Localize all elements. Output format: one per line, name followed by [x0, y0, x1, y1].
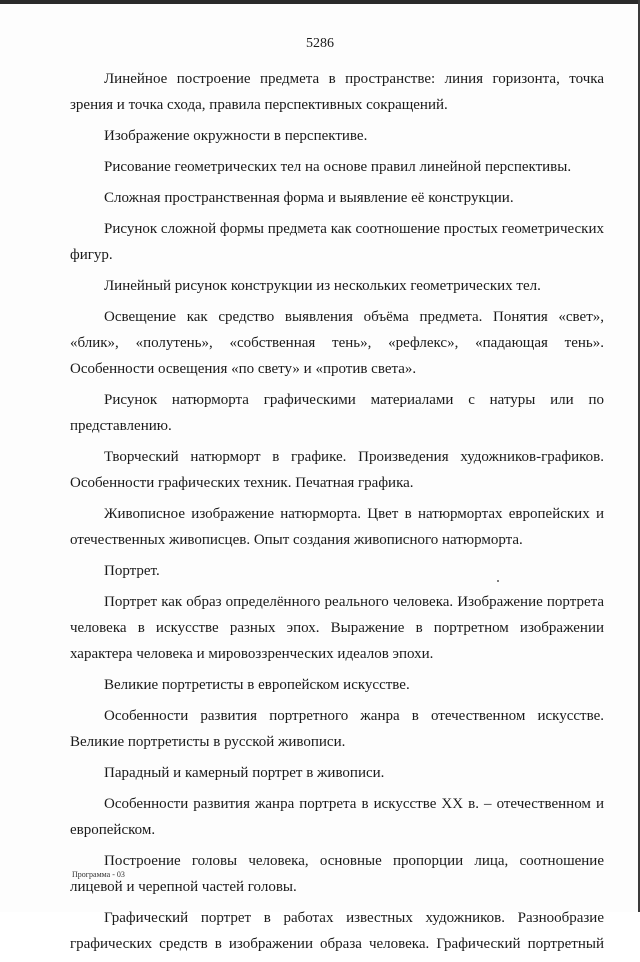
scan-edge-top — [0, 0, 640, 4]
paragraph-graphic-portrait: Графический портрет в работах известных художников. Разнообразие графических средств в изображении образа человека. Графический портретный — [70, 910, 604, 952]
paragraph-complex-drawing: Рисунок сложной формы предмета как соотношение простых геометрических фигур. — [70, 221, 604, 263]
body-text — [70, 66, 604, 962]
paragraph-creative-still-life: Творческий натюрморт в графике. Произведения художников-графиков. Особенности графических техник. Печатная графика. — [70, 449, 604, 491]
paragraph-still-life-drawing: Рисунок натюрморта графическими материалами с натуры или по представлению. — [70, 392, 604, 434]
paragraph-portrait-heading: Портрет. — [104, 563, 160, 579]
paragraph-formal-portrait: Парадный и камерный портрет в живописи. — [104, 765, 385, 781]
paragraph-complex-form: Сложная пространственная форма и выявление её конструкции. — [104, 190, 514, 206]
page-number: 5286 — [306, 36, 334, 51]
paragraph-geometric-bodies: Рисование геометрических тел на основе правил линейной перспективы. — [104, 159, 572, 175]
paragraph-portrait-image: Портрет как образ определённого реального человека. Изображение портрета человека в искусстве разных эпох. Выражение в портретном изображении характера человека и мировоззренческих идеалов эпохи. — [70, 594, 604, 662]
footer-program-label: Программа - 03 — [72, 870, 125, 879]
paragraph-xx-century-portrait: Особенности развития жанра портрета в искусстве XX в. – отечественном и европейском. — [70, 796, 604, 838]
paragraph-great-portraitists: Великие портретисты в европейском искусстве. — [104, 677, 410, 693]
paragraph-head-construction: Построение головы человека, основные пропорции лица, соотношение лицевой и черепной частей головы. — [70, 853, 604, 895]
paragraph-painted-still-life: Живописное изображение натюрморта. Цвет в натюрмортах европейских и отечественных живописцев. Опыт создания живописного натюрморта. — [70, 506, 604, 548]
paragraph-domestic-portrait: Особенности развития портретного жанра в отечественном искусстве. Великие портретисты в русской живописи. — [70, 708, 604, 750]
paragraph-lighting: Освещение как средство выявления объёма предмета. Понятия «свет», «блик», «полутень», «собственная тень», «рефлекс», «падающая тень». Особенности освещения «по свету» и «против света». — [70, 309, 604, 377]
paragraph-circle-perspective: Изображение окружности в перспективе. — [104, 128, 368, 144]
paragraph-linear-drawing: Линейный рисунок конструкции из нескольких геометрических тел. — [104, 278, 541, 294]
scan-speck — [497, 580, 499, 582]
paragraph-linear-construction: Линейное построение предмета в пространстве: линия горизонта, точка зрения и точка схода, правила перспективных сокращений. — [70, 71, 604, 113]
